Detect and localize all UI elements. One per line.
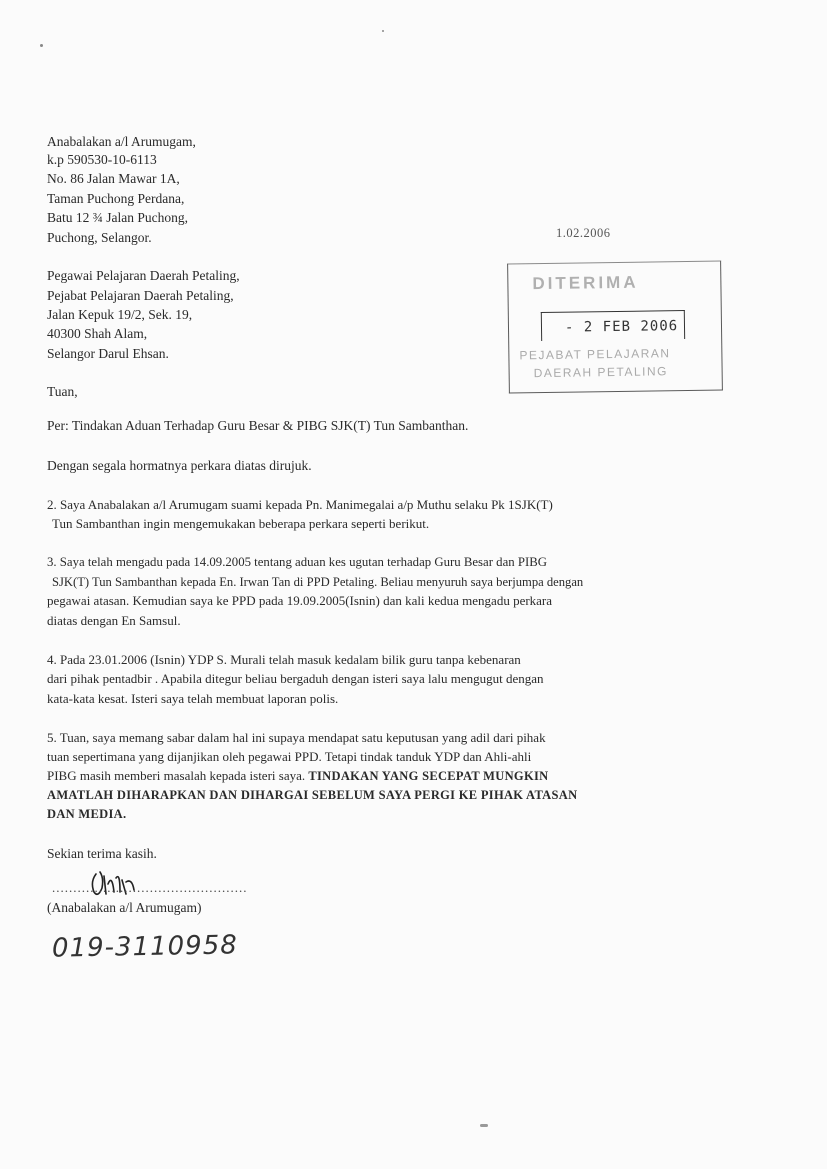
recipient-line: Jalan Kepuk 19/2, Sek. 19, [47, 307, 193, 322]
opening-line: Dengan segala hormatnya perkara diatas dirujuk. [47, 458, 312, 473]
subject-line: Per: Tindakan Aduan Terhadap Guru Besar & PIBG SJK(T) Tun Sambanthan. [47, 418, 469, 433]
paragraph-4-line: 4. Pada 23.01.2006 (Isnin) YDP S. Murali telah masuk kedalam bilik guru tanpa kebenaran [47, 652, 521, 667]
recipient-line: Pegawai Pelajaran Daerah Petaling, [47, 268, 240, 283]
closing-line: Sekian terima kasih. [47, 846, 157, 861]
paragraph-5-emphasis: DAN MEDIA. [47, 807, 127, 821]
paragraph-5-line [47, 768, 548, 784]
paragraph-3-line: 3. Saya telah mengadu pada 14.09.2005 tentang aduan kes ugutan terhadap Guru Besar dan PIBG [47, 555, 548, 569]
scan-speck [382, 30, 384, 32]
sender-address-line: No. 86 Jalan Mawar 1A, [47, 171, 180, 186]
signature-line: .............................................. [52, 880, 248, 895]
received-stamp [507, 261, 723, 394]
recipient-line: 40300 Shah Alam, [47, 326, 148, 341]
paragraph-4-line: kata-kata kesat. Isteri saya telah membuat laporan polis. [47, 691, 339, 706]
stamp-office-line: DAERAH PETALING [533, 364, 669, 381]
handwritten-phone: 019-3110958 [51, 930, 239, 964]
letter-date: 1.02.2006 [556, 226, 611, 240]
stamp-office-line: PEJABAT PELAJARAN [519, 346, 671, 363]
paragraph-5-line: 5. Tuan, saya memang sabar dalam hal ini supaya mendapat satu keputusan yang adil dari pihak [47, 730, 546, 745]
stamp-date: - 2 FEB 2006 [564, 318, 679, 336]
stamp-title: DITERIMA [532, 272, 639, 294]
paragraph-5-emphasis: AMATLAH DIHARAPKAN DAN DIHARGAI SEBELUM SAYA PERGI KE PIHAK ATASAN [47, 788, 578, 802]
scan-speck [40, 44, 43, 47]
sender-address-line: Taman Puchong Perdana, [47, 191, 185, 206]
sender-kp: k.p 590530-10-6113 [47, 152, 157, 167]
scan-speck [480, 1124, 488, 1127]
paragraph-4-line: dari pihak pentadbir . Apabila ditegur beliau bergaduh dengan isteri saya lalu mengugut dengan [47, 671, 544, 686]
paragraph-3-line: diatas dengan En Samsul. [47, 613, 181, 628]
paragraph-3-line: SJK(T) Tun Sambanthan kepada En. Irwan Tan di PPD Petaling. Beliau menyuruh saya berjumpa dengan [52, 575, 584, 589]
sender-address-line: Puchong, Selangor. [47, 230, 152, 245]
paragraph-2-line: 2. Saya Anabalakan a/l Arumugam suami kepada Pn. Manimegalai a/p Muthu selaku Pk 1SJK(T) [47, 497, 553, 512]
paragraph-5-emphasis: TINDAKAN YANG SECEPAT MUNGKIN [308, 769, 549, 783]
signatory-name: (Anabalakan a/l Arumugam) [47, 900, 202, 915]
recipient-line: Selangor Darul Ehsan. [47, 346, 169, 361]
salutation: Tuan, [47, 384, 78, 399]
sender-address-line: Batu 12 ¾ Jalan Puchong, [47, 210, 188, 225]
paragraph-5-text: PIBG masih memberi masalah kepada isteri saya. [47, 768, 306, 783]
paragraph-2-line: Tun Sambanthan ingin mengemukakan beberapa perkara seperti berikut. [52, 516, 430, 531]
recipient-line: Pejabat Pelajaran Daerah Petaling, [47, 288, 234, 303]
paragraph-5-line: tuan sepertimana yang dijanjikan oleh pegawai PPD. Tetapi tindak tanduk YDP dan Ahli-ahli [47, 749, 532, 764]
sender-name: Anabalakan a/l Arumugam, [47, 134, 196, 149]
paragraph-3-line: pegawai atasan. Kemudian saya ke PPD pada 19.09.2005(Isnin) dan kali kedua mengadu perkara [47, 593, 553, 608]
